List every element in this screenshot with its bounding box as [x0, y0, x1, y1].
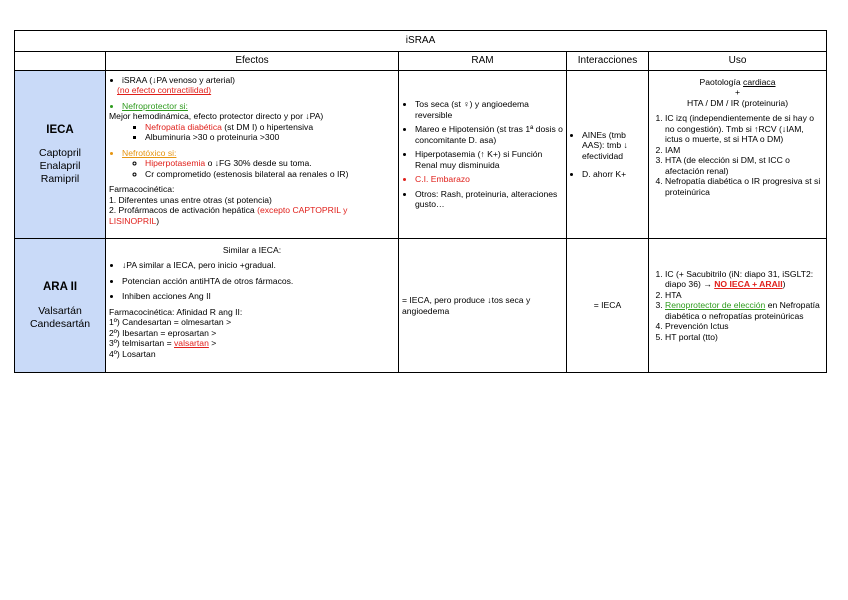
- header-empty: [15, 52, 106, 71]
- ieca-ram-item-2: • Mareo e Hipotensión (st tras 1ª dosis o concomitante D. asa): [415, 124, 563, 145]
- israa-table: [14, 30, 827, 373]
- ara-uso-item-5: 5. HT portal (tto): [665, 332, 823, 342]
- ieca-uso-head-1: Paotología cardiaca: [699, 77, 776, 87]
- ieca-uso-head-2: +: [735, 87, 741, 98]
- ieca-uso-item-3: 3. HTA (de elección si DM, st ICC o afectación renal): [665, 155, 823, 176]
- nefroprotector-text: Mejor hemodinámica, efecto protector directo y por ↓PA): [109, 111, 324, 122]
- header-efectos: Efectos: [106, 52, 399, 71]
- drug-name-ieca: IECA: [46, 123, 74, 136]
- ieca-no-contractilidad: (no efecto contractilidad): [117, 85, 212, 96]
- drug-cell-ara: [15, 239, 106, 373]
- ara-efectos-cell: [106, 239, 399, 373]
- ieca-ram-item-5: • Otros: Rash, proteinuria, alteraciones gusto…: [415, 189, 563, 210]
- ara-farmaco-1: 1º) Candesartan = olmesartan >: [109, 317, 232, 328]
- nefroprotector-item-1: ▪ Nefropatía diabética (st DM I) o hipertensiva: [145, 122, 395, 132]
- ara-efecto-3: • Inhiben acciones Ang II: [122, 291, 395, 301]
- ara-uso-item-3: 3. Renoprotector de elección en Nefropatía diabética o nefropatías proteinúricas: [665, 300, 823, 321]
- nefrotoxico-item-1: ◦ Hiperpotasemia o ↓FG 30% desde su toma.: [145, 158, 395, 168]
- ieca-ram-item-4: • C.I. Embarazo: [415, 174, 563, 184]
- ara-farmaco-4: 4º) Losartan: [109, 348, 156, 359]
- ara-uso-cell: [649, 239, 827, 373]
- table-title: iSRAA: [15, 31, 827, 52]
- ara-uso-list: [652, 269, 823, 342]
- nefroprotector-item-2: ▪ Albuminuria >30 o proteinuria >300: [145, 132, 395, 142]
- header-row: [15, 52, 827, 71]
- nefrotoxico-label: Nefrotóxico si:: [122, 147, 177, 158]
- drug-cell-ieca: [15, 71, 106, 239]
- ieca-ram-item-3: • Hiperpotasemia (↑ K+) si Función Renal muy disminuida: [415, 149, 563, 170]
- ara-ram-cell: = IECA, pero produce ↓tos seca y angioedema: [399, 239, 567, 373]
- ara-farmaco-3: 3º) telmisartan = valsartan >: [109, 338, 217, 349]
- ara-interacciones-cell: = IECA: [567, 239, 649, 373]
- header-uso: Uso: [649, 52, 827, 71]
- drug-ieca-2: Enalapril: [39, 160, 81, 173]
- row-ieca: [15, 71, 827, 239]
- drug-ieca-1: Captopril: [38, 147, 82, 159]
- header-interacciones: Interacciones: [567, 52, 649, 71]
- ara-efecto-1: • ↓PA similar a IECA, pero inicio +gradual.: [122, 260, 395, 270]
- ieca-interaccion-2: • D. ahorr K+: [582, 169, 645, 179]
- drug-name-ara: ARA II: [42, 281, 78, 294]
- drug-ara-1: Valsartán: [38, 304, 82, 317]
- ieca-farmaco-label: Farmacocinética:: [109, 184, 175, 195]
- ieca-interacciones-list: [570, 130, 645, 180]
- ieca-efectos-cell: [106, 71, 399, 239]
- ieca-uso-item-1: 1. IC izq (independientemente de si hay o no congestión). Tmb si ↑RCV (↓IAM, ictus o muerte, st si HTA o DM): [665, 113, 823, 144]
- ara-efectos-head: Similar a IECA:: [222, 245, 282, 255]
- ieca-uso-cell: [649, 71, 827, 239]
- ieca-efecto-israa: • iSRAA (↓PA venoso y arterial): [122, 75, 395, 85]
- ara-farmaco-2: 2º) Ibesartan = eprosartan >: [109, 327, 217, 338]
- ieca-interaccion-1: • AINEs (tmb AAS): tmb ↓ efectividad: [582, 130, 645, 161]
- ara-efecto-2: • Potencian acción antiHTA de otros fármacos.: [122, 276, 395, 286]
- header-ram: RAM: [399, 52, 567, 71]
- ara-uso-item-1: 1. IC (+ Sacubitrilo (iN: diapo 31, iSGLT2: diapo 36) → NO IECA + ARAII): [665, 269, 823, 290]
- ieca-ram-cell: [399, 71, 567, 239]
- ieca-ram-list: [402, 99, 563, 209]
- row-ara: [15, 239, 827, 373]
- ieca-uso-list: [652, 113, 823, 197]
- ara-uso-item-2: 2. HTA: [665, 290, 823, 300]
- ara-uso-item-4: 4. Prevención Ictus: [665, 321, 823, 331]
- drug-ieca-3: Ramipril: [40, 173, 80, 186]
- ieca-ram-item-1: • Tos seca (st ♀) y angioedema reversible: [415, 99, 563, 120]
- ara-farmaco-label: Farmacocinética: Afinidad R ang II:: [109, 306, 243, 317]
- ieca-uso-item-2: 2. IAM: [665, 145, 823, 155]
- ara-efectos-list: [109, 260, 395, 301]
- nefroprotector-label: Nefroprotector si:: [122, 100, 188, 111]
- ieca-uso-head-3: HTA / DM / IR (proteinuria): [686, 97, 789, 108]
- ieca-farmaco-2: 2. Profármacos de activación hepática (excepto CAPTOPRIL y LISINOPRIL): [109, 205, 348, 226]
- ieca-efectos-list: [109, 75, 395, 85]
- drug-ara-2: Candesartán: [29, 317, 91, 330]
- nefrotoxico-item-2: ◦ Cr comprometido (estenosis bilateral aa renales o IR): [145, 169, 395, 179]
- ieca-uso-item-4: 4. Nefropatía diabética o IR progresiva st si proteinúrica: [665, 176, 823, 197]
- ieca-interacciones-cell: [567, 71, 649, 239]
- ieca-farmaco-1: 1. Diferentes unas entre otras (st potencia): [109, 194, 272, 205]
